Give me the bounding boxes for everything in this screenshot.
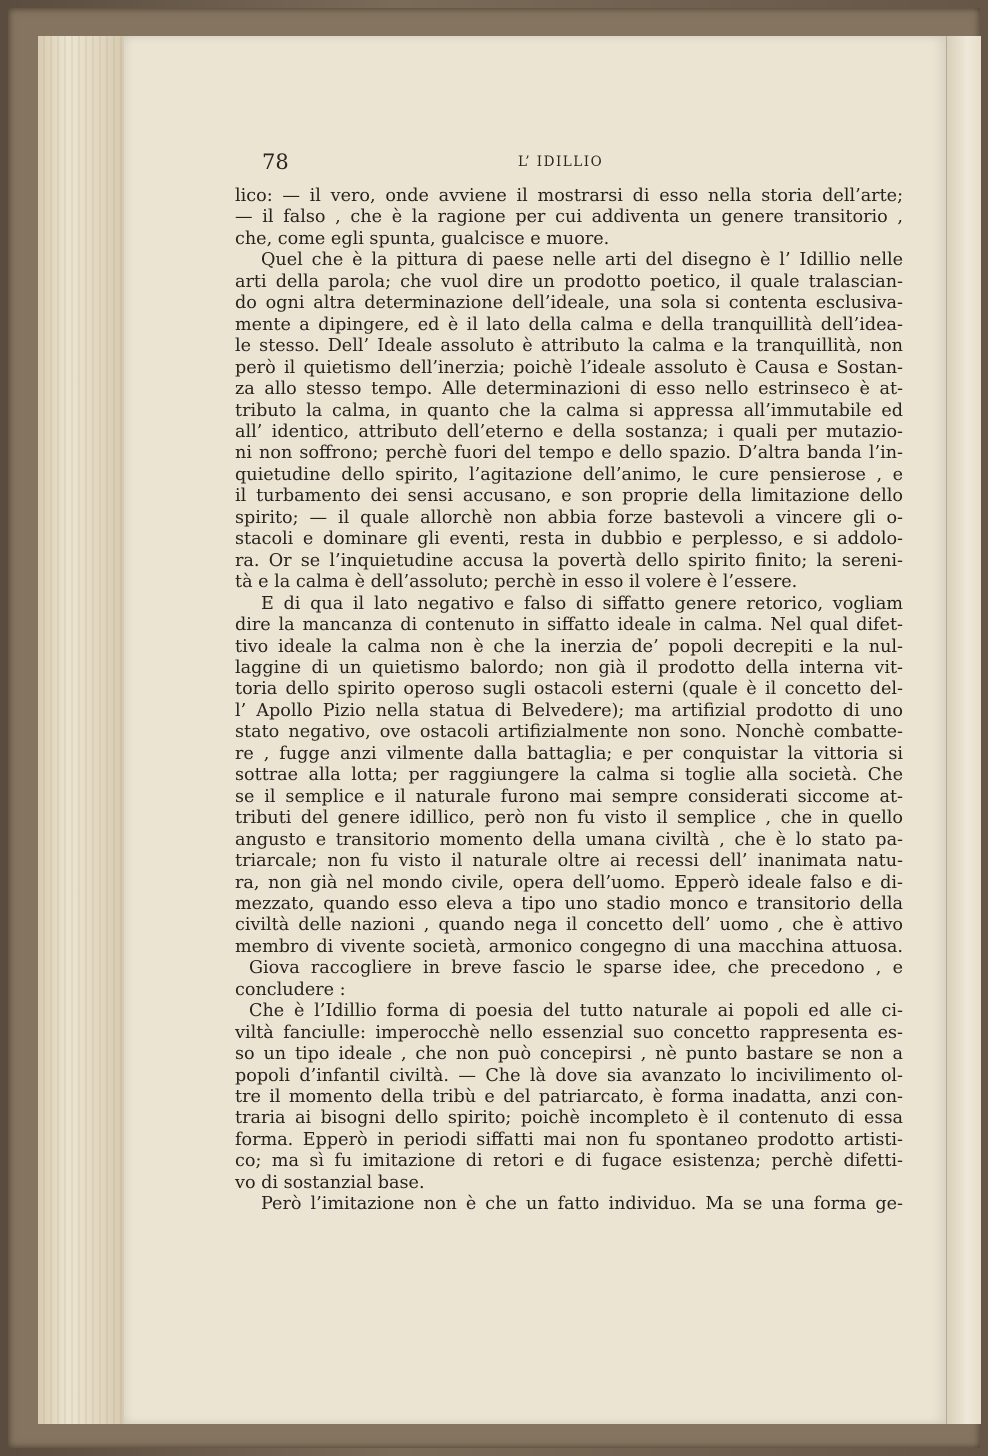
text-line: ni non soffrono; perchè fuori del tempo e dello spazio. D’altra banda l’in-: [235, 443, 903, 464]
text-line: che, come egli spunta, gualcisce e muore.: [235, 228, 610, 249]
text-line: Giova raccogliere in breve fascio le sparse idee, che precedono , e: [249, 958, 903, 979]
text-line: Però l’imitazione non è che un fatto individuo. Ma se una forma ge-: [261, 1194, 903, 1215]
text-line: toria dello spirito operoso sugli ostacoli esterni (quale è il concetto del-: [235, 679, 903, 700]
text-line: tributo la calma, in quanto che la calma si appressa all’immutabile ed: [235, 400, 903, 421]
text-line: mezzato, quando esso eleva a tipo uno stadio monco e transitorio della: [235, 893, 903, 914]
text-line: ra. Or se l’inquietudine accusa la povertà dello spirito finito; la sereni-: [235, 550, 903, 571]
text-line: stacoli e dominare gli eventi, resta in dubbio e perplesso, e si addolo-: [235, 529, 903, 550]
page-number: 78: [262, 150, 289, 174]
running-title: L’ IDILLIO: [518, 154, 604, 170]
page-header: [262, 150, 902, 180]
body-text: [235, 186, 903, 1216]
text-line: se il semplice e il naturale furono mai sempre considerati siccome at-: [235, 786, 903, 807]
text-line: ra, non già nel mondo civile, opera dell’uomo. Epperò ideale falso e di-: [235, 872, 903, 893]
text-line: E di qua il lato negativo e falso di siffatto genere retorico, vogliam: [261, 593, 903, 614]
text-line: viltà fanciulle: imperocchè nello essenzial suo concetto rappresenta es-: [235, 1022, 903, 1043]
text-line: tributi del genere idillico, però non fu visto il semplice , che in quello: [235, 808, 903, 829]
text-line: tivo ideale la calma non è che la inerzia de’ popoli decrepiti e la nul-: [235, 636, 903, 657]
text-line: però il quietismo dell’inerzia; poichè l’ideale assoluto è Causa e Sostan-: [235, 357, 903, 378]
text-line: co; ma sì fu imitazione di retori e di fugace esistenza; perchè difetti-: [235, 1151, 903, 1172]
page-gutter: [38, 36, 125, 1424]
text-line: concludere :: [235, 979, 346, 1000]
text-line: l’ Apollo Pizio nella statua di Belvedere); ma artifizial prodotto di uno: [235, 700, 903, 721]
text-line: so un tipo ideale , che non può concepirsi , nè punto bastare se non a: [235, 1044, 903, 1065]
text-line: lico: — il vero, onde avviene il mostrarsi di esso nella storia dell’arte;: [235, 186, 903, 206]
text-line: tà e la calma è dell’assoluto; perchè in esso il volere è l’essere.: [235, 572, 798, 593]
text-line: arti della parola; che vuol dire un prodotto poetico, il quale tralascian-: [235, 271, 903, 292]
text-line: dire la mancanza di contenuto in siffatto ideale in calma. Nel qual difet-: [235, 615, 903, 636]
text-line: tre il momento della tribù e del patriarcato, è forma inadatta, anzi con-: [235, 1087, 903, 1108]
text-line: vo di sostanzial base.: [235, 1172, 425, 1193]
text-line: all’ identico, attributo dell’eterno e della sostanza; i quali per mutazio-: [235, 421, 903, 442]
text-line: Che è l’Idillio forma di poesia del tutto naturale ai popoli ed alle ci-: [249, 1001, 903, 1022]
text-line: — il falso , che è la ragione per cui addiventa un genere transitorio ,: [235, 207, 903, 228]
text-line: forma. Epperò in periodi siffatti mai non fu spontaneo prodotto artisti-: [235, 1129, 903, 1150]
text-line: le stesso. Dell’ Ideale assoluto è attributo la calma e la tranquillità, non: [235, 336, 903, 357]
text-line: mente a dipingere, ed è il lato della calma e della tranquillità dell’idea-: [235, 314, 903, 335]
text-line: do ogni altra determinazione dell’ideale, una sola si contenta esclusiva-: [235, 293, 903, 314]
text-line: angusto e transitorio momento della umana civiltà , che è lo stato pa-: [235, 829, 903, 850]
text-line: popoli d’infantil civiltà. — Che là dove sia avanzato lo incivilimento ol-: [235, 1065, 903, 1086]
text-line: triarcale; non fu visto il naturale oltre ai recessi dell’ inanimata natu-: [235, 851, 903, 872]
text-line: laggine di un quietismo balordo; non già il prodotto della interna vit-: [235, 657, 903, 678]
text-line: il turbamento dei sensi accusano, e son proprie della limitazione dello: [235, 486, 903, 507]
text-line: quietudine dello spirito, l’agitazione dell’animo, le cure pensierose , e: [235, 464, 903, 485]
next-page-edge: [946, 36, 981, 1424]
text-line: civiltà delle nazioni , quando nega il concetto dell’ uomo , che è attivo: [235, 915, 903, 936]
text-line: traria ai bisogni dello spirito; poichè incompleto è il contenuto di essa: [235, 1108, 903, 1129]
text-line: Quel che è la pittura di paese nelle arti del disegno è l’ Idillio nelle: [261, 250, 903, 271]
text-line: spirito; — il quale allorchè non abbia forze bastevoli a vincere gli o-: [235, 507, 903, 528]
text-line: sottrae alla lotta; per raggiungere la calma si toglie alla società. Che: [235, 765, 903, 786]
text-line: stato negativo, ove ostacoli artifizialmente non sono. Nonchè combatte-: [235, 722, 903, 743]
text-line: membro di vivente società, armonico congegno di una macchina attuosa.: [235, 936, 903, 957]
text-line: za allo stesso tempo. Alle determinazioni di esso nello estrinseco è at-: [235, 379, 903, 400]
text-line: re , fugge anzi vilmente dalla battaglia; e per conquistar la vittoria si: [235, 743, 903, 764]
